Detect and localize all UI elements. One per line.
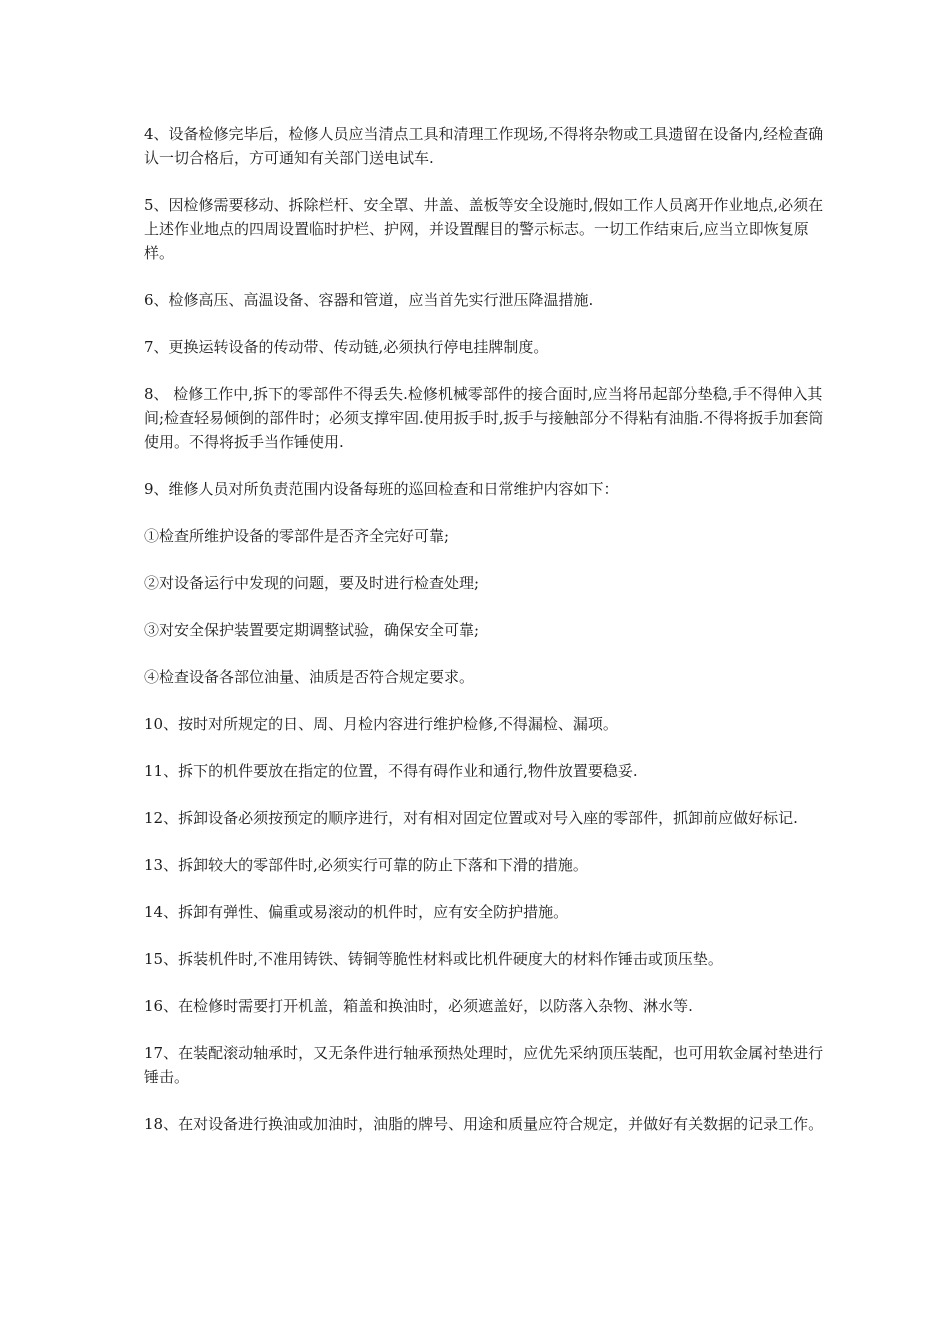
checklist-item-1: ①检查所维护设备的零部件是否齐全完好可靠;	[144, 527, 450, 545]
paragraph-item-11: 11、拆下的机件要放在指定的位置，不得有碍作业和通行,物件放置要稳妥.	[144, 762, 638, 780]
paragraph-item-16: 16、在检修时需要打开机盖，箱盖和换油时，必须遮盖好，以防落入杂物、淋水等.	[144, 997, 693, 1015]
paragraph-item-4: 4、设备检修完毕后，检修人员应当清点工具和清理工作现场,不得将杂物或工具遗留在设备内,经检查确认一切合格后，方可通知有关部门送电试车.	[144, 125, 824, 167]
paragraph-item-10: 10、按时对所规定的日、周、月检内容进行维护检修,不得漏检、漏项。	[144, 715, 618, 733]
paragraph-item-17: 17、在装配滚动轴承时，又无条件进行轴承预热处理时，应优先采纳顶压装配，也可用软金属衬垫进行锤击。	[144, 1044, 824, 1086]
paragraph-item-13: 13、拆卸较大的零部件时,必须实行可靠的防止下落和下滑的措施。	[144, 856, 588, 874]
paragraph-item-14: 14、拆卸有弹性、偏重或易滚动的机件时，应有安全防护措施。	[144, 903, 569, 921]
paragraph-item-8: 8、 检修工作中,拆下的零部件不得丢失.检修机械零部件的接合面时,应当将吊起部分垫稳,手不得伸入其间;检查轻易倾倒的部件时；必须支撑牢固.使用扳手时,扳手与接触部分不得粘有油脂.不得将扳手加套筒使用。不得将扳手当作锤使用.	[144, 385, 824, 451]
checklist-item-4: ④检查设备各部位油量、油质是否符合规定要求。	[144, 668, 475, 686]
paragraph-item-5: 5、因检修需要移动、拆除栏杆、安全罩、井盖、盖板等安全设施时,假如工作人员离开作业地点,必须在上述作业地点的四周设置临时护栏、护网，并设置醒目的警示标志。一切工作结束后,应当立即恢复原样。	[144, 196, 824, 262]
checklist-item-3: ③对安全保护装置要定期调整试验，确保安全可靠;	[144, 621, 480, 639]
checklist-item-2: ②对设备运行中发现的问题，要及时进行检查处理;	[144, 574, 480, 592]
paragraph-item-12: 12、拆卸设备必须按预定的顺序进行，对有相对固定位置或对号入座的零部件，抓卸前应做好标记.	[144, 809, 798, 827]
paragraph-item-7: 7、更换运转设备的传动带、传动链,必须执行停电挂牌制度。	[144, 338, 549, 356]
paragraph-item-9: 9、维修人员对所负责范围内设备每班的巡回检查和日常维护内容如下：	[144, 480, 619, 498]
paragraph-item-18: 18、在对设备进行换油或加油时，油脂的牌号、用途和质量应符合规定，并做好有关数据的记录工作。	[144, 1115, 824, 1133]
paragraph-item-6: 6、检修高压、高温设备、容器和管道，应当首先实行泄压降温措施.	[144, 291, 594, 309]
paragraph-item-15: 15、拆装机件时,不准用铸铁、铸铜等脆性材料或比机件硬度大的材料作锤击或顶压垫。	[144, 950, 723, 968]
document-body	[144, 122, 832, 1159]
